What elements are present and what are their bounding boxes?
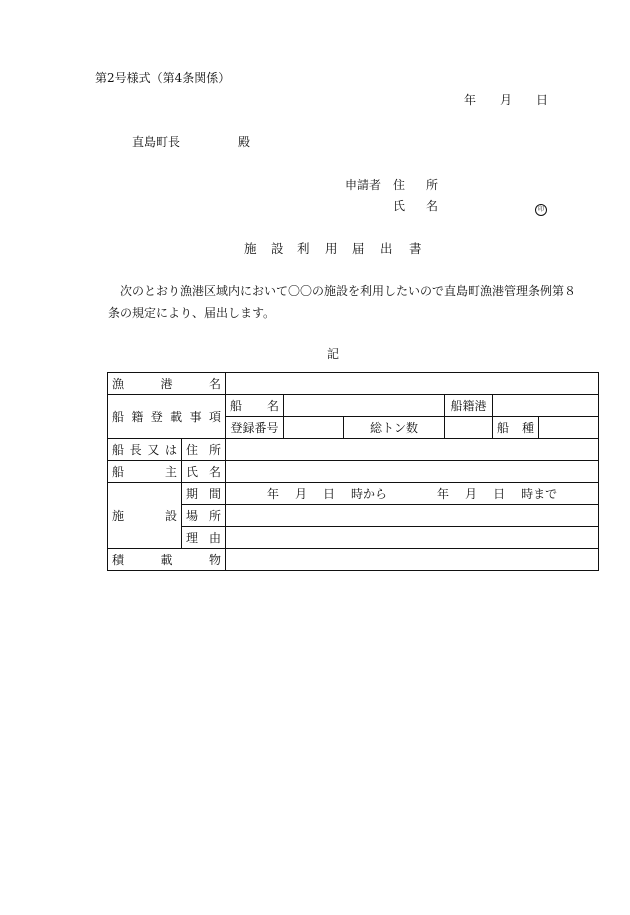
period-label: 期 間 bbox=[182, 483, 226, 505]
body-text: 次のとおり漁港区域内において〇〇の施設を利用したいので直島町漁港管理条例第８条の規定により、届出します。 bbox=[108, 284, 577, 320]
title-char: 出 bbox=[380, 241, 393, 256]
table-row bbox=[108, 483, 599, 505]
fishing-port-label: 漁 港 名 bbox=[108, 373, 226, 395]
gross-tonnage-field[interactable] bbox=[445, 417, 493, 439]
seal-mark bbox=[535, 200, 547, 216]
ship-name-field[interactable] bbox=[284, 395, 445, 417]
ship-registry-label: 船 籍 登 載 事 項 bbox=[108, 395, 226, 439]
form-label: 第2号様式（第4条関係） bbox=[95, 71, 231, 85]
reason-field[interactable] bbox=[226, 527, 599, 549]
title-char: 書 bbox=[409, 241, 422, 256]
table-row bbox=[108, 549, 599, 571]
title-char: 届 bbox=[352, 241, 365, 256]
date-day: 日 bbox=[536, 93, 549, 107]
applicant-address-char1: 住 bbox=[393, 178, 406, 192]
ship-type-label: 船 種 bbox=[493, 417, 539, 439]
seal-icon: 印 bbox=[535, 204, 547, 216]
captain-address-field[interactable] bbox=[226, 439, 599, 461]
title-char: 設 bbox=[271, 241, 284, 256]
date-year: 年 bbox=[464, 93, 477, 107]
gross-tonnage-label: 総トン数 bbox=[344, 417, 445, 439]
reason-label: 理 由 bbox=[182, 527, 226, 549]
captain-label: 船 長 又 は bbox=[108, 439, 182, 461]
date-month: 月 bbox=[500, 93, 513, 107]
ki-label: 記 bbox=[327, 347, 340, 361]
applicant-name-char2: 名 bbox=[426, 199, 439, 213]
title-char: 利 bbox=[297, 241, 310, 256]
owner-label: 船 主 bbox=[108, 461, 182, 483]
home-port-label: 船籍港 bbox=[445, 395, 493, 417]
ship-type-field[interactable] bbox=[539, 417, 599, 439]
applicant-address-char2: 所 bbox=[426, 178, 439, 192]
applicant-label: 申請者 bbox=[345, 178, 382, 192]
home-port-field[interactable] bbox=[493, 395, 599, 417]
title-char: 施 bbox=[244, 241, 257, 256]
cargo-field[interactable] bbox=[226, 549, 599, 571]
fishing-port-field[interactable] bbox=[226, 373, 599, 395]
ship-name-label: 船 名 bbox=[226, 395, 284, 417]
table-row bbox=[108, 373, 599, 395]
notification-table bbox=[107, 372, 599, 571]
addressee-honorific: 殿 bbox=[238, 135, 251, 149]
name-label: 氏 名 bbox=[182, 461, 226, 483]
title-char: 用 bbox=[325, 241, 338, 256]
applicant-name-char1: 氏 bbox=[393, 199, 406, 213]
registration-number-label: 登録番号 bbox=[226, 417, 284, 439]
table-row bbox=[108, 461, 599, 483]
table-row bbox=[108, 395, 599, 417]
registration-number-field[interactable] bbox=[284, 417, 344, 439]
owner-name-field[interactable] bbox=[226, 461, 599, 483]
table-row bbox=[108, 439, 599, 461]
cargo-label: 積 載 物 bbox=[108, 549, 226, 571]
table-row bbox=[108, 527, 599, 549]
addressee-name: 直島町長 bbox=[132, 135, 181, 149]
body-paragraph bbox=[108, 280, 578, 324]
period-field[interactable]: 年 月 日 時から 年 月 日 時まで bbox=[226, 483, 599, 505]
facility-label: 施 設 bbox=[108, 483, 182, 549]
place-field[interactable] bbox=[226, 505, 599, 527]
place-label: 場 所 bbox=[182, 505, 226, 527]
table-row bbox=[108, 505, 599, 527]
address-label: 住 所 bbox=[182, 439, 226, 461]
